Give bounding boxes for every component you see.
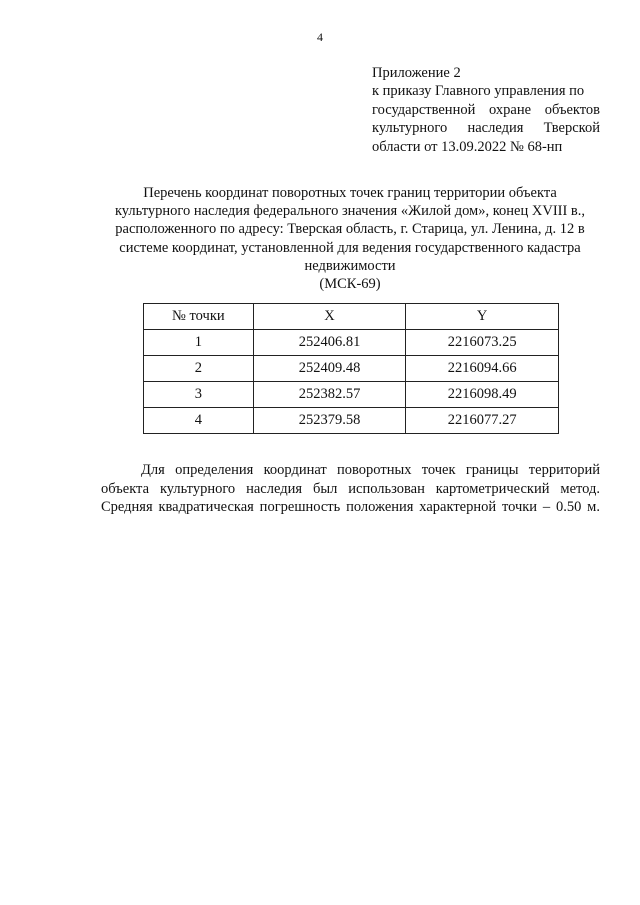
cell-y: 2216098.49 [406, 382, 559, 408]
cell-point-number: 4 [144, 408, 254, 434]
method-note [101, 461, 600, 517]
title-line: недвижимости [304, 257, 396, 274]
cell-x: 252409.48 [253, 356, 406, 382]
document-title [100, 184, 600, 293]
appendix-line: области от 13.09.2022 № 68-нп [372, 138, 563, 155]
title-line: расположенного по адресу: Тверская область, г. Старица, ул. Ленина, д. 12 в [115, 221, 585, 238]
appendix-line: культурного наследия Тверской [372, 120, 600, 137]
note-line: Для определения координат поворотных точек границы территорий [141, 462, 600, 478]
cell-y: 2216077.27 [406, 408, 559, 434]
cell-x: 252406.81 [253, 330, 406, 356]
title-line: системе координат, установленной для ведения государственного кадастра [119, 239, 581, 256]
note-line: объекта культурного наследия был использован картометрический метод. [101, 480, 600, 497]
cell-point-number: 1 [144, 330, 254, 356]
appendix-line: к приказу Главного управления по [372, 83, 585, 100]
header-x: X [253, 304, 406, 330]
title-line: Перечень координат поворотных точек границ территории объекта [143, 185, 557, 201]
table-row [144, 330, 559, 356]
table-row [144, 356, 559, 382]
appendix-block [372, 64, 600, 156]
title-line: (МСК-69) [319, 276, 381, 293]
cell-x: 252382.57 [253, 382, 406, 408]
cell-x: 252379.58 [253, 408, 406, 434]
header-point-number: № точки [144, 304, 254, 330]
coordinates-table [143, 303, 559, 434]
appendix-line: государственной охране объектов [372, 101, 600, 118]
table-row [144, 382, 559, 408]
appendix-line: Приложение 2 [372, 65, 461, 81]
cell-point-number: 2 [144, 356, 254, 382]
table-row [144, 408, 559, 434]
note-line: Средняя квадратическая погрешность положения характерной точки – 0.50 м. [101, 499, 600, 516]
title-line: культурного наследия федерального значения «Жилой дом», конец XVIII в., [114, 203, 586, 220]
page-number: 4 [317, 30, 323, 44]
header-y: Y [406, 304, 559, 330]
cell-y: 2216094.66 [406, 356, 559, 382]
cell-point-number: 3 [144, 382, 254, 408]
cell-y: 2216073.25 [406, 330, 559, 356]
table-header-row [144, 304, 559, 330]
